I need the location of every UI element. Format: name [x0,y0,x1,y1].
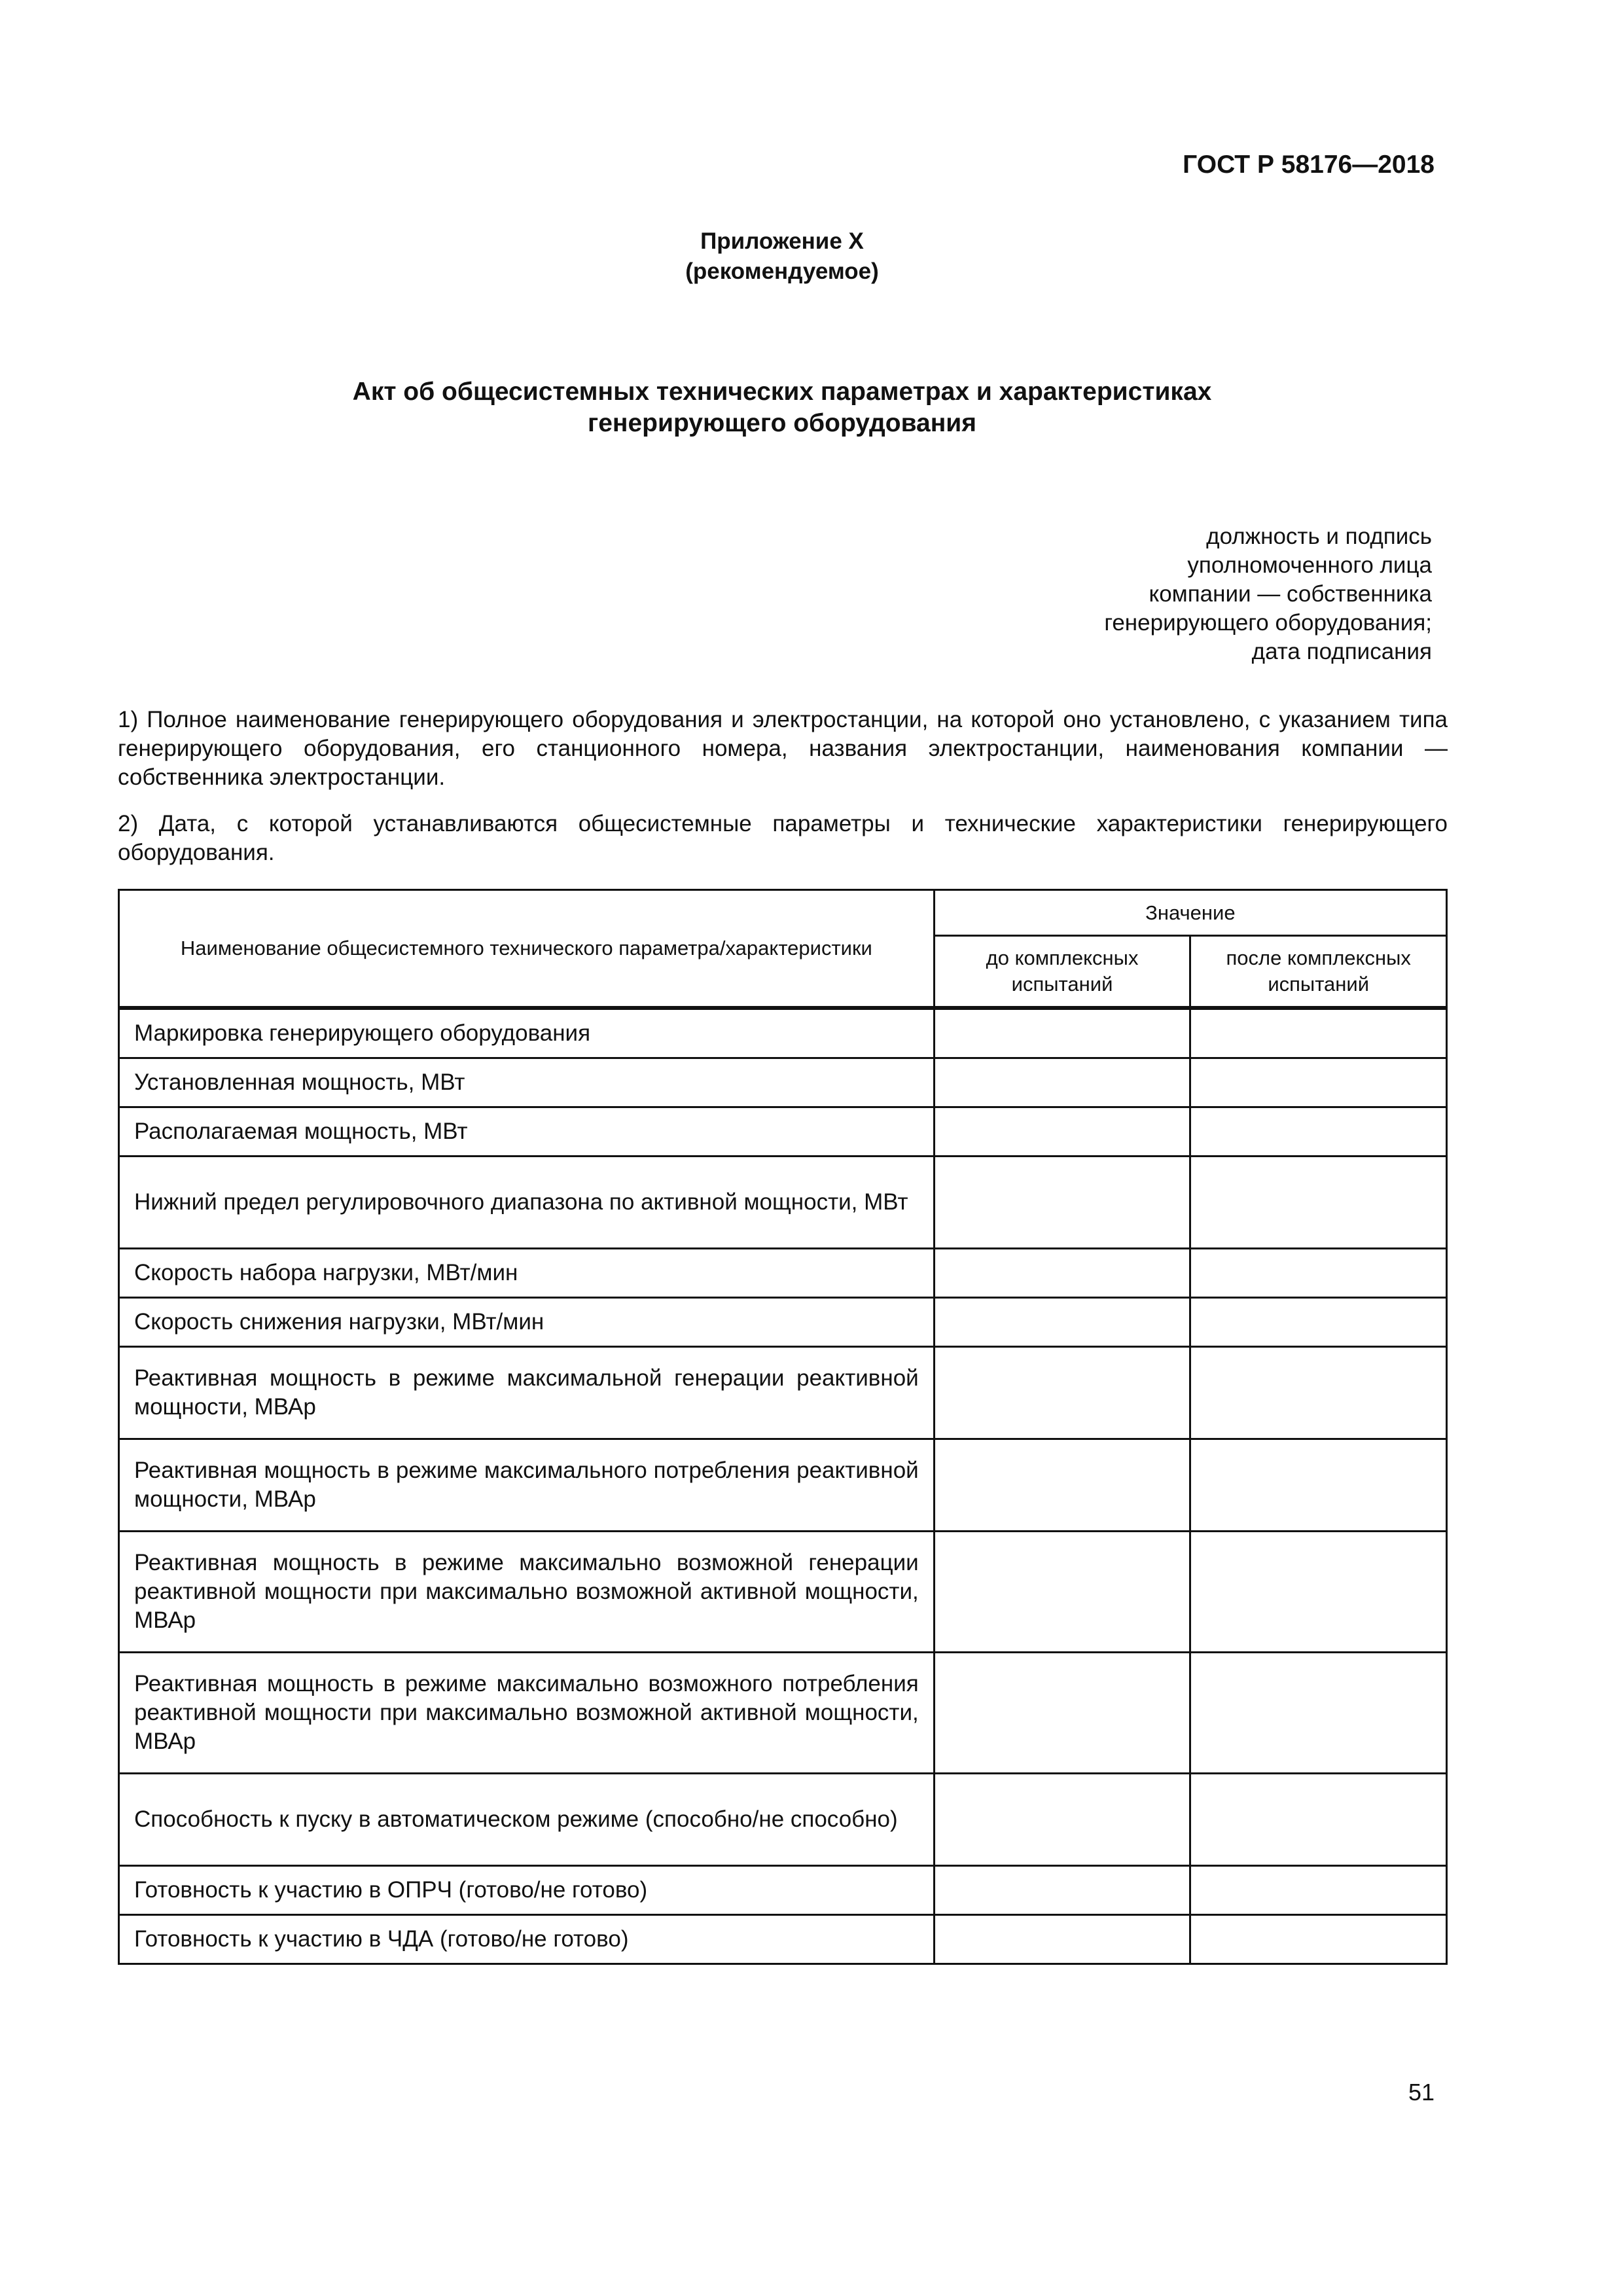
value-before-cell [934,1347,1190,1439]
value-after-cell [1190,1532,1447,1653]
value-after-cell [1190,1008,1447,1058]
document-title [0,376,1564,439]
table-row [119,1653,1447,1774]
value-before-cell [934,1439,1190,1532]
title-line-1: Акт об общесистемных технических параметрах и характеристиках [352,378,1212,406]
table-row [119,1915,1447,1964]
parameter-name: Скорость снижения нагрузки, МВт/мин [119,1298,935,1347]
value-after-cell [1190,1249,1447,1298]
value-before-cell [934,1866,1190,1915]
value-before-cell [934,1058,1190,1107]
table-row [119,1347,1447,1439]
appendix-heading [0,226,1564,287]
column-header-after-tests: после комплексных испытаний [1190,936,1447,1008]
table-row [119,1249,1447,1298]
parameter-name: Маркировка генерирующего оборудования [119,1008,935,1058]
value-before-cell [934,1107,1190,1157]
signature-line: уполномоченного лица [1187,552,1432,578]
signature-block [974,522,1432,666]
table-row [119,1439,1447,1532]
value-after-cell [1190,1774,1447,1866]
value-before-cell [934,1298,1190,1347]
value-after-cell [1190,1157,1447,1249]
footnote-2: 2) Дата, с которой устанавливаются общесистемные параметры и технические характеристики генерирующего оборудования. [118,811,1448,865]
appendix-status: (рекомендуемое) [685,259,879,284]
parameter-name: Реактивная мощность в режиме максимально возможного потребления реактивной мощности при максимально возможной активной мощности, МВАр [119,1653,935,1774]
signature-line: генерирующего оборудования; [1104,610,1432,636]
value-before-cell [934,1008,1190,1058]
parameter-name: Скорость набора нагрузки, МВт/мин [119,1249,935,1298]
value-after-cell [1190,1439,1447,1532]
value-after-cell [1190,1347,1447,1439]
title-line-2: генерирующего оборудования [587,409,977,437]
column-header-before-tests: до комплексных испытаний [934,936,1190,1008]
value-after-cell [1190,1915,1447,1964]
table-row [119,1532,1447,1653]
value-before-cell [934,1915,1190,1964]
value-before-cell [934,1532,1190,1653]
table-row [119,1774,1447,1866]
table-row [119,1298,1447,1347]
value-after-cell [1190,1058,1447,1107]
parameter-name: Способность к пуску в автоматическом режиме (способно/не способно) [119,1774,935,1866]
value-before-cell [934,1249,1190,1298]
value-after-cell [1190,1107,1447,1157]
parameter-name: Установленная мощность, МВт [119,1058,935,1107]
signature-line: компании — собственника [1149,581,1432,607]
signature-line: должность и подпись [1206,524,1432,549]
parameters-table [118,889,1448,1965]
page-number: 51 [1408,2079,1435,2106]
table-row [119,1058,1447,1107]
column-header-name: Наименование общесистемного технического параметра/характеристики [119,890,935,1009]
parameter-name: Нижний предел регулировочного диапазона по активной мощности, МВт [119,1157,935,1249]
parameter-name: Готовность к участию в ЧДА (готово/не готово) [119,1915,935,1964]
appendix-label: Приложение Х [700,228,864,254]
value-after-cell [1190,1653,1447,1774]
value-after-cell [1190,1866,1447,1915]
parameter-name: Готовность к участию в ОПРЧ (готово/не готово) [119,1866,935,1915]
footnote-1: 1) Полное наименование генерирующего оборудования и электростанции, на которой оно установлено, с указанием типа генерирующего оборудования, его станционного номера, названия электростанции, наименования компании — собственника электростанции. [118,707,1448,790]
table-row [119,1157,1447,1249]
table-row [119,1008,1447,1058]
column-header-value: Значение [934,890,1446,936]
table-row [119,1107,1447,1157]
parameter-name: Располагаемая мощность, МВт [119,1107,935,1157]
table-row [119,1866,1447,1915]
standard-code: ГОСТ Р 58176—2018 [1183,151,1435,179]
parameter-name: Реактивная мощность в режиме максимально возможной генерации реактивной мощности при максимально возможной активной мощности, МВАр [119,1532,935,1653]
value-before-cell [934,1774,1190,1866]
value-before-cell [934,1157,1190,1249]
value-before-cell [934,1653,1190,1774]
signature-line: дата подписания [1251,639,1432,664]
parameter-name: Реактивная мощность в режиме максимальной генерации реактивной мощности, МВАр [119,1347,935,1439]
parameter-name: Реактивная мощность в режиме максимального потребления реактивной мощности, МВАр [119,1439,935,1532]
value-after-cell [1190,1298,1447,1347]
